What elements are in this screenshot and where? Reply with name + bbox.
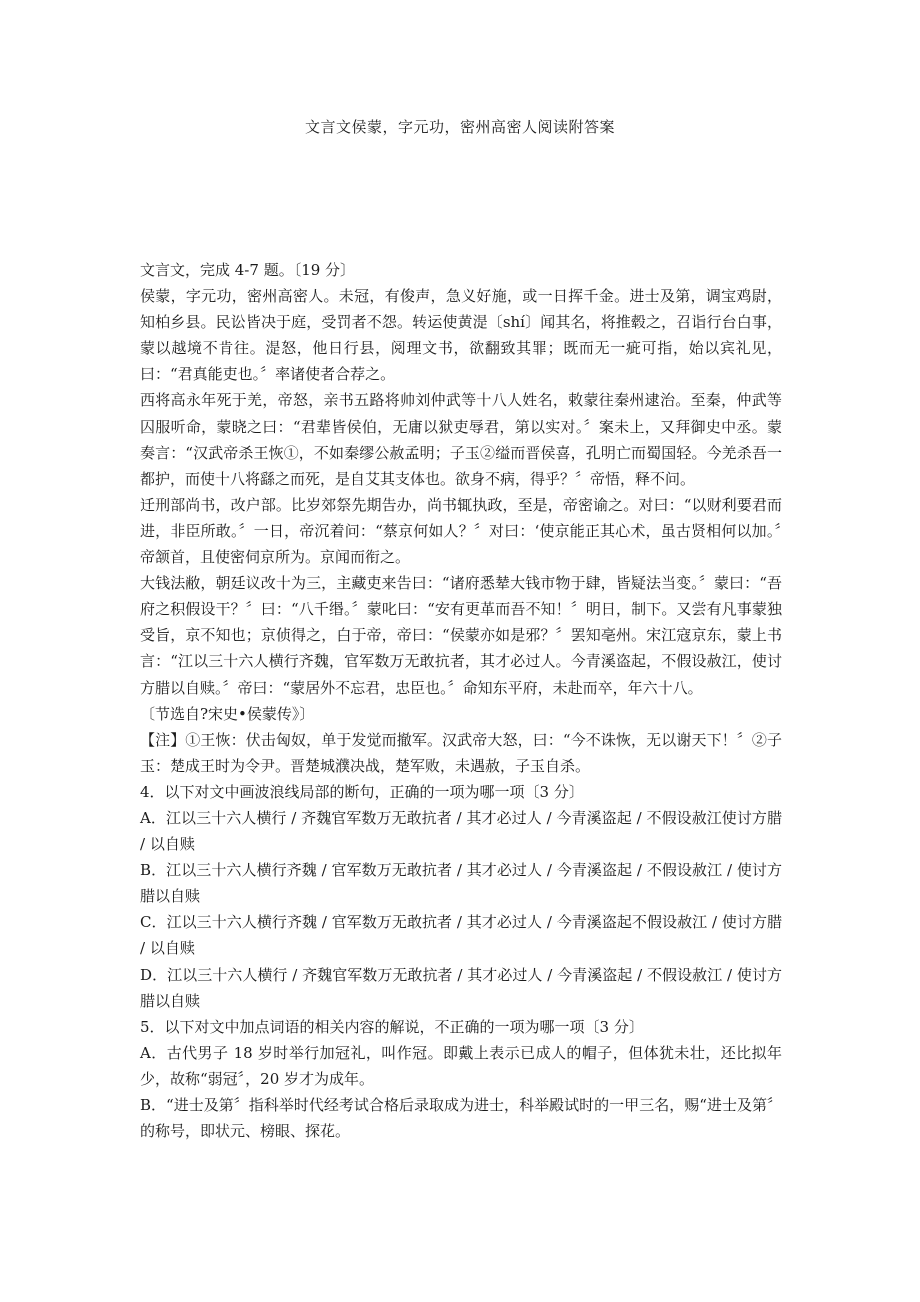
question-5-option-a: A．古代男子 18 岁时举行加冠礼，叫作冠。即戴上表示已成人的帽子，但体犹未壮，还比拟年少，故称“弱冠〞，20 岁才为成年。 <box>140 1043 782 1088</box>
question-5: 5．以下对文中加点词语的相关内容的解说，不正确的一项为哪一项〔3 分〕 <box>140 1017 644 1036</box>
annotation-note: 【注】①王恢：伏击匈奴，单于发觉而撤军。汉武帝大怒，曰：“今不诛恢，无以谢天下！〞②子玉：楚成王时为令尹。晋楚城濮决战，楚军败，未遇赦，子玉自杀。 <box>140 730 782 775</box>
passage-paragraph-2: 西将高永年死于羌，帝怒，亲书五路将帅刘仲武等十八人姓名，敕蒙往秦州逮治。至秦，仲武等囚服听命，蒙晓之曰：“君辈皆侯伯，无庸以狱吏辱君，第以实对。〞案未上，又拜御史中丞。蒙奏言：“汉武帝杀王恢①，不如秦缪公赦孟明；子玉②缢而晋侯喜，孔明亡而蜀国轻。今羌杀吾一都护，而使十八将繇之而死，是自艾其支体也。欲身不病，得乎？〞帝悟，释不问。 <box>140 391 782 488</box>
question-4-option-d: D．江以三十六人横行 / 齐魏官军数万无敢抗者 / 其才必过人 / 今青溪盗起 / 不假设赦江 / 使讨方腊以自赎 <box>140 965 782 1010</box>
question-4-option-c: C．江以三十六人横行齐魏 / 官军数万无敢抗者 / 其才必过人 / 今青溪盗起不假设赦江 / 使讨方腊 / 以自赎 <box>140 913 782 958</box>
document-title: 文言文侯蒙，字元功，密州高密人阅读附答案 <box>304 118 615 136</box>
source-citation: 〔节选自?宋史•侯蒙传》〕 <box>140 704 315 723</box>
document-body <box>140 257 782 1144</box>
passage-paragraph-3: 迁刑部尚书，改户部。比岁郊祭先期告办，尚书辄执政，至是，帝密谕之。对曰：“以财利要君而进，非臣所敢。〞一日，帝沉着问：“蔡京何如人？〞对曰：‘使京能正其心术，虽古贤相何以加。〞帝颔首，且使密伺京所为。京闻而衔之。 <box>140 495 782 567</box>
question-4-option-a: A．江以三十六人横行 / 齐魏官军数万无敢抗者 / 其才必过人 / 今青溪盗起 / 不假设赦江使讨方腊 / 以自赎 <box>140 808 782 854</box>
question-4: 4．以下对文中画波浪线局部的断句，正确的一项为哪一项〔3 分〕 <box>140 782 584 801</box>
instruction-line: 文言文，完成 4-7 题。〔19 分〕 <box>140 261 356 279</box>
passage-paragraph-4: 大钱法敝，朝廷议改十为三，主藏吏来告曰：“诸府悉辇大钱市物于肆，皆疑法当变。〞蒙曰：“吾府之积假设干？〞曰：“八千缗。〞蒙叱曰：“安有更革而吾不知！〞明日，制下。又尝有凡事蒙独受旨，京不知也；京侦得之，白于帝，帝曰：“侯蒙亦如是邪？〞罢知亳州。宋江寇京东，蒙上书言：“江以三十六人横行齐魏，官军数万无敢抗者，其才必过人。今青溪盗起，不假设赦江，使讨方腊以自赎。〞帝曰：“蒙居外不忘君，忠臣也。〞命知东平府，未赴而卒，年六十八。 <box>140 574 782 697</box>
question-4-option-b: B．江以三十六人横行齐魏 / 官军数万无敢抗者 / 其才必过人 / 今青溪盗起 / 不假设赦江 / 使讨方腊以自赎 <box>140 861 782 906</box>
question-5-option-b: B．“进士及第〞指科举时代经考试合格后录取成为进士，科举殿试时的一甲三名，赐“进士及第〞的称号，即状元、榜眼、探花。 <box>140 1096 782 1141</box>
passage-paragraph-1: 侯蒙，字元功，密州高密人。未冠，有俊声，急义好施，或一日挥千金。进士及第，调宝鸡尉，知柏乡县。民讼皆决于庭，受罚者不怨。转运使黄湜〔shí〕闻其名，将推毂之，召诣行台白事，蒙以越境不肯往。湜怒，他日行县，阅理文书，欲翻致其罪；既而无一疵可指，始以宾礼见，曰：“君真能吏也。〞率诸使者合荐之。 <box>140 287 782 384</box>
